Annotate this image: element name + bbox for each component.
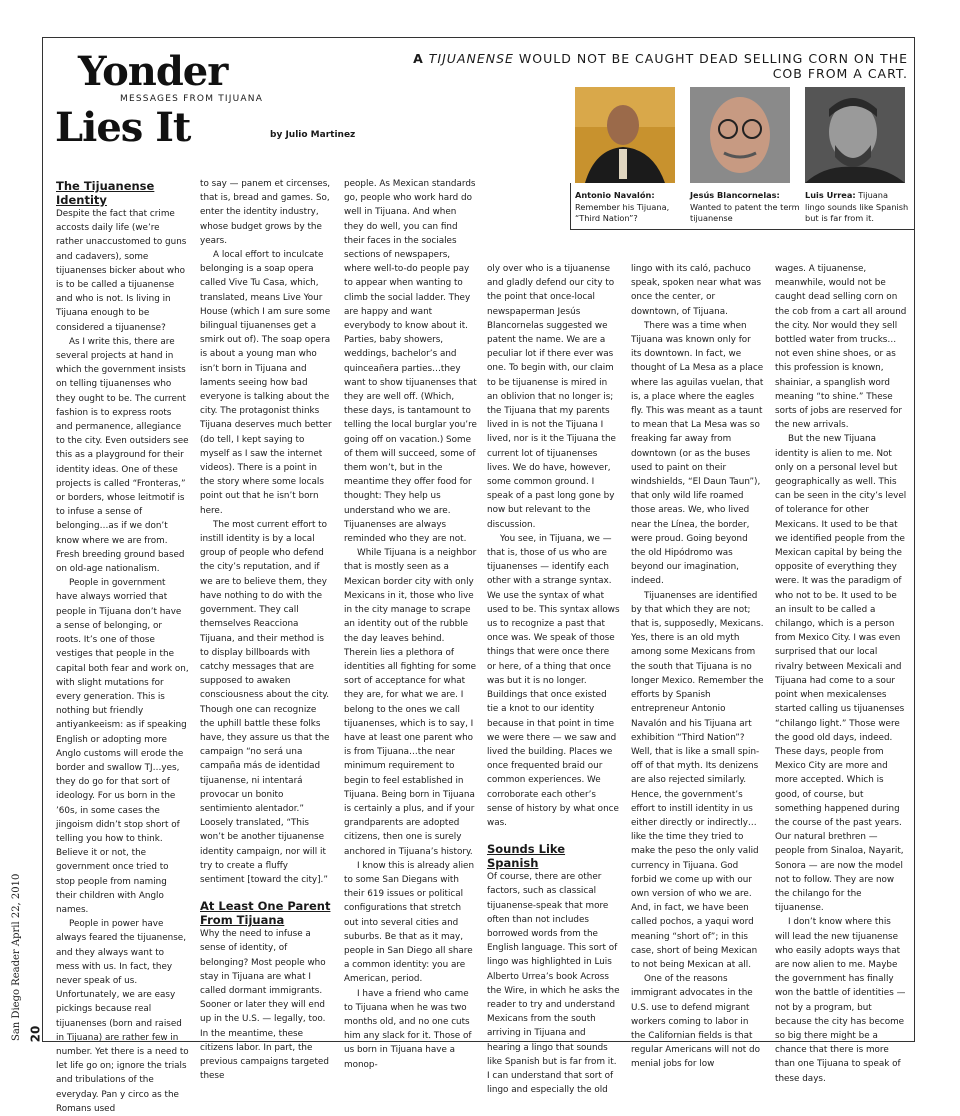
caption-name: Antonio Navalón:	[575, 190, 655, 200]
caption-name: Jesús Blancornelas:	[690, 190, 780, 200]
paragraph: I know this is already alien to some San Diegans with their 619 issues or political configurations that stretch out into several cities and suburbs. Be that as it may, people in San Diego all share a common identity: you are American, period.	[344, 860, 475, 985]
pull-quote-rest: WOULD NOT BE CAUGHT DEAD SELLING CORN ON THE COB FROM A CART.	[518, 51, 908, 81]
caption-text: Tijuana lingo sounds like Spanish but is far from it.	[805, 190, 909, 223]
caption-blancornelas	[690, 190, 800, 225]
paragraph: As I write this, there are several projects at hand in which the government insists on telling tijuanenses who they ought to be. The current fashion is to express roots and permanence, allegiance to the city. Even outsiders see this as a playground for their identity ideas. One of these projects is called “Fronteras,” or borders, whose leitmotif is to infuse a sense of belonging…as if we don’t know where we are from. Fresh breeding ground based on old-age nationalism.	[56, 336, 189, 575]
section-heading: At Least One Parent From Tijuana	[200, 899, 331, 928]
paragraph: People in power have always feared the tijuanense, and they always want to mess with us. In fact, they never speak of us. Unfortunately, we are easy pickings because real tijuanenses (born and raised in Tijuana) are rather few in number. Yet there is a need to let life go on; ignore the trials and tribulations of the everyday. Pan y circo as the Romans used	[56, 919, 189, 1114]
section-heading: Sounds Like Spanish	[487, 842, 566, 871]
article-column-1	[56, 177, 189, 1114]
paragraph: to say — panem et circenses, that is, bread and games. So, enter the identity industry, whose budget grows by the years.	[200, 179, 331, 246]
paragraph: One of the reasons immigrant advocates in the U.S. use to defend migrant workers coming to labor in the Californian fields is that regular Americans will not do menial jobs for low	[631, 974, 760, 1070]
article-column-2	[200, 177, 333, 1082]
masthead-kicker: MESSAGES FROM TIJUANA	[120, 94, 264, 104]
photo-urrea	[805, 87, 905, 183]
paragraph: Why the need to infuse a sense of identity, of belonging? Most people who stay in Tijuana are what I called dormant immigrants. Sooner or later they will end up in the U.S. — legally, too. In the meantime, these citizens labor. In part, the previous campaigns targeted these	[200, 929, 329, 1082]
pull-quote	[388, 51, 908, 81]
photo-blancornelas	[690, 87, 790, 183]
paragraph: Tijuanenses are identified by that which they are not; that is, supposedly, Mexicans. Yes, there is an old myth among some Mexicans from the south that Tijuana is no longer Mexico. Remember the efforts by Spanish entrepreneur Antonio Navalón and his Tijuana art exhibition “Third Nation”? Well, that is like a small spin-off of that myth. Its denizens are also rejected similarly. Hence, the government’s effort to instill identity in us either directly or indirectly…like the time they tried to make the peso the only valid currency in Tijuana. God forbid we come up with our own version of who we are. And, in fact, we have been called pochos, a yaqui word meaning “short of”; in this case, short of being Mexican to not being Mexican at all.	[631, 590, 764, 970]
section-heading: The Tijuanense Identity	[56, 179, 155, 207]
issue-line: San Diego Reader April 22, 2010	[11, 873, 22, 1041]
paragraph: Of course, there are other factors, such as classical tijuanense-speak that more often than not includes borrowed words from the English language. This sort of lingo was highlighted in Luis Alberto Urrea’s book Across the Wire, in which he asks the reader to try and understand Mexicans from the south arriving in Tijuana and hearing a lingo that sounds like Spanish but is far from it. I can understand that sort of lingo and especially the old	[487, 872, 620, 1096]
paragraph: While Tijuana is a neighbor that is mostly seen as a Mexican border city with only Mexicans in it, those who live in the city manage to scrape an identity out of the rubble the day leaves behind. Therein lies a plethora of identities all fighting for some sort of acceptance for what they are, for what we are. I belong to the ones we call tijuanenses, which is to say, I have at least one parent who is from Tijuana…the near minimum requirement to begin to feel established in Tijuana. Being born in Tijuana is certainly a plus, and if your grandparents are adopted citizens, then one is surely anchored in Tijuana’s history.	[344, 548, 477, 857]
paragraph: wages. A tijuanense, meanwhile, would not be caught dead selling corn on the cob from a cart all around the city. Nor would they sell bottled water from trucks…not even shine shoes, or as this profession is known, shainiar, a spanglish word meaning “to shine.” These sorts of jobs are reserved for the new arrivals.	[775, 264, 907, 431]
paragraph: lingo with its caló, pachuco speak, spoken near what was once the center, or downtown, of Tijuana.	[631, 264, 762, 317]
paragraph: I have a friend who came to Tijuana when he was two months old, and no one cuts him any slack for it. Those of us born in Tijuana have a monop-	[344, 988, 472, 1070]
article-column-6	[775, 262, 908, 1084]
caption-name: Luis Urrea:	[805, 190, 856, 200]
byline: by Julio Martinez	[270, 130, 356, 140]
paragraph: oly over who is a tijuanense and gladly defend our city to the point that once-local newspaperman Jesús Blancornelas suggested we patent the name. We are a peculiar lot if there ever was one. To begin with, our claim to be tijuanense is mired in an oblivion that no longer is; the Tijuana that my parents lived in is not the Tijuana I lived, nor is it the Tijuana the current lot of tijuanenses lives. We do have, however, some common ground. I speak of a past long gone by now but relevant to the discussion.	[487, 264, 616, 530]
caption-urrea	[805, 190, 910, 225]
caption-navalon	[575, 190, 685, 225]
masthead-title-line1: Yonder	[78, 48, 228, 95]
caption-text: Wanted to patent the term tijuanense	[690, 201, 800, 223]
paragraph: people. As Mexican standards go, people who work hard do well in Tijuana. And when they do well, you can find their faces in the sociales sections of newspapers, where well-to-do people pay to appear when wanting to climb the social ladder. They are happy and want everybody to know about it. Parties, baby showers, weddings, bachelor’s and quinceañera parties…they want to show tijuanenses that they are well off. (Which, these days, is tantamount to telling the local burglar you’re going off on vacation.) Some of them will succeed, some of them won’t, but in the meantime they offer food for thought: They help us understand who we are. Tijuanenses are always reminded who they are not.	[344, 179, 477, 545]
paragraph: A local effort to inculcate belonging is a soap opera called Vive Tu Casa, which, translated, means Live Your House (which I am sure some bilingual tijuanenses get a smirk out of). The soap opera is about a young man who isn’t born in Tijuana and laments seeing how bad everyone is talking about the city. The protagonist thinks Tijuana deserves much better (do tell, I kept saying to myself as I saw the internet videos). There is a point in the story where some locals point out that he isn’t born here.	[200, 250, 332, 516]
article-column-4	[487, 262, 620, 1096]
paragraph: But the new Tijuana identity is alien to me. Not only on a personal level but geographically as well. This can be seen in the city’s level of tolerance for other Mexicans. It used to be that we identified people from the Mexican capital by being the opposite of everything they were. It was the paradigm of who not to be. It used to be an insult to be called a chilango, which is a person from Mexico City. I was even surprised that our local rivalry between Mexicali and Tijuana had come to a sour point when mexicalenses started calling us tijuanenses “chilango light.” Those were the good old days, indeed. These days, people from Mexico City are more and more accepted. Which is good, of course, but something happened during the course of the past years. Our natural brethren — people from Sinaloa, Nayarit, Sonora — are now the model not to follow. They are now the chilango for the tijuanense.	[775, 434, 907, 914]
paragraph: There was a time when Tijuana was known only for its downtown. In fact, we thought of La Mesa as a place where las aguilas vuelan, that is, a place where the eagles fly. This was meant as a taunt to mean that La Mesa was so freaking far away from downtown (or as the buses used to paint on their windshields, “El Daun Taun”), that only wild life roamed those areas. We, who lived near the Línea, the border, were proud. Going beyond the old Hipódromo was beyond our imagination, indeed.	[631, 320, 764, 587]
photo-navalon	[575, 87, 675, 183]
masthead-title-line2: Lies It	[55, 104, 191, 151]
paragraph: The most current effort to instill identity is by a local group of people who defend the city’s reputation, and if we are to believe them, they have nothing to do with the government. They call themselves Reacciona Tijuana, and their method is to display billboards with catchy messages that are supposed to awaken consciousness about the city. Though one can recognize the uphill battle these folks have, they assure us that the campaign “no será una campaña más de identidad tijuanense, ni intentará provocar un bonito sentimiento alentador.” Loosely translated, “This won’t be another tijuanense identity campaign, nor will it try to create a fluffy sentiment [toward the city].”	[200, 519, 330, 885]
article-column-3	[344, 177, 477, 1070]
paragraph: Despite the fact that crime accosts daily life (we’re rather unaccustomed to guns and cadavers), some tijuanenses bicker about who is to be called a tijuanense and who is not. Is living in Tijuana enough to be considered a tijuanense?	[56, 209, 187, 333]
page-number: 20	[28, 1025, 43, 1043]
paragraph: I don’t know where this will lead the new tijuanense who easily adopts ways that are now alien to me. Maybe the government has finally won the battle of identities — not by a program, but because the city has become so big there might be a chance that there is more than one Tijuana to speak of these days.	[775, 917, 906, 1084]
paragraph: You see, in Tijuana, we — that is, those of us who are tijuanenses — identify each other with a strange syntax. We use the syntax of what used to be. This syntax allows us to recognize a past that once was. We speak of those things that were once there or here, of a thing that once was but it is no longer. Buildings that once existed tie a knot to our identity because in that point in time we were there — we saw and lived the building. Places we once frequented braid our common experiences. We corroborate each other’s sense of history by what once was.	[487, 533, 620, 828]
article-column-5	[631, 262, 764, 1070]
pull-quote-lead: A	[413, 51, 424, 66]
pull-quote-italic: TIJUANENSE	[428, 51, 514, 66]
caption-text: Remember his Tijuana, “Third Nation”?	[575, 201, 670, 223]
paragraph: People in government have always worried that people in Tijuana don’t have a sense of belonging, or roots. It’s one of those vestiges that people in the capital both fear and work on, with slight mutations for every generation. This is nothing but friendly antiyankeeism: as if speaking English or adopting more Anglo customs will erode the border and swallow TJ…yes, they do go for that sort of ideology. For us born in the ’60s, in some cases the jingoism didn’t stop short of telling you how to think. Believe it or not, the government once tried to stop people from naming their children with Anglo names.	[56, 578, 189, 915]
